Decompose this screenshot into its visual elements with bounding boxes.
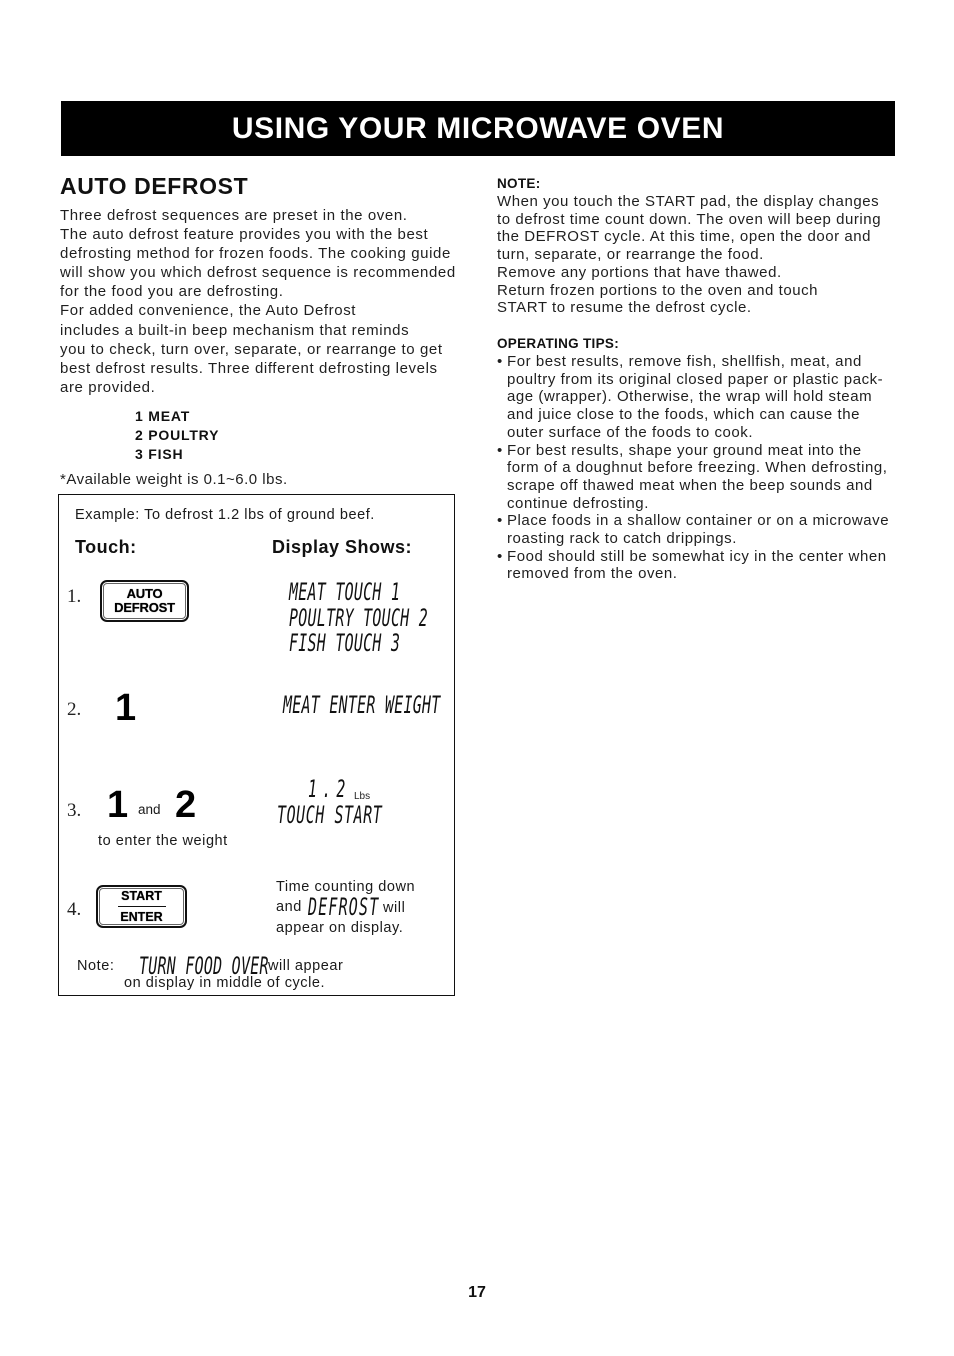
bullet-icon: • [497, 547, 503, 565]
display-readout: MEAT TOUCH 1 [289, 578, 401, 606]
note-line: the DEFROST cycle. At this time, open the door and [497, 228, 872, 246]
display-readout: TOUCH START [277, 801, 383, 829]
tip-line: continue defrosting. [507, 494, 649, 512]
step-2-number: 2. [67, 699, 82, 720]
section-title: USING YOUR MICROWAVE OVEN [231, 112, 725, 145]
intro-line: will show you which defrost sequence is recommended [60, 264, 456, 282]
note-line: Return frozen portions to the oven and touch [497, 281, 819, 299]
example-box [58, 494, 455, 996]
example-text: Example: To defrost 1.2 lbs of ground beef. [75, 507, 375, 523]
tip-line: roasting rack to catch drippings. [507, 530, 737, 548]
tip-item [497, 548, 889, 583]
available-weight-note: *Available weight is 0.1~6.0 lbs. [60, 471, 288, 488]
note-line: turn, separate, or rearrange the food. [497, 246, 764, 264]
intro-line: The auto defrost feature provides you with the best [60, 226, 429, 244]
display-readout: TURN FOOD OVER [139, 952, 269, 980]
note-line: START to resume the defrost cycle. [497, 299, 752, 317]
display-readout: POULTRY TOUCH 2 [289, 604, 429, 632]
tip-line: For best results, remove fish, shellfish, meat, and [507, 353, 862, 370]
step-4-number: 4. [67, 899, 82, 920]
tip-item [497, 353, 889, 442]
bullet-icon: • [497, 512, 503, 530]
tip-line: scrape off thawed meat when the beep sounds and [507, 476, 873, 494]
box-note-text: on display in middle of cycle. [124, 975, 326, 991]
intro-line: defrosting method for frozen foods. The cooking guide [60, 245, 451, 263]
box-note-label: Note: [77, 958, 115, 974]
note-heading: NOTE: [497, 176, 541, 191]
tip-line: removed from the oven. [507, 565, 678, 583]
note-body [497, 193, 881, 317]
bullet-icon: • [497, 441, 503, 459]
display-readout: FISH TOUCH 3 [289, 629, 401, 657]
step-4-text: Time counting down [276, 879, 416, 895]
step-3-number: 3. [67, 800, 82, 821]
step-1-number: 1. [67, 586, 82, 607]
tip-line: Place foods in a shallow container or on a microwave [507, 512, 890, 530]
page-number: 17 [468, 1284, 486, 1301]
pad-label: ENTER [120, 910, 163, 925]
auto-defrost-pad [100, 580, 189, 622]
touch-column-header: Touch: [75, 537, 137, 557]
defrost-levels-list [135, 407, 219, 464]
number-key-1: 1 [107, 784, 129, 826]
operating-tips-list [497, 353, 889, 583]
and-text: and [138, 802, 161, 817]
display-column-header: Display Shows: [272, 537, 413, 557]
tip-line: form of a doughnut before freezing. When defrosting, [507, 459, 888, 477]
intro-line: are provided. [60, 378, 156, 396]
intro-line: for the food you are defrosting. [60, 283, 284, 301]
display-weight-readout: 1 . 2 [308, 775, 344, 803]
display-unit: Lbs [354, 791, 371, 802]
pad-label: AUTO [126, 586, 163, 601]
intro-line: you to check, turn over, separate, or rearrange to get [60, 340, 443, 358]
intro-line: Three defrost sequences are preset in the oven. [60, 207, 408, 224]
tip-item [497, 512, 889, 547]
number-key-1: 1 [115, 687, 137, 729]
tip-item [497, 442, 889, 513]
note-line: Remove any portions that have thawed. [497, 263, 782, 281]
start-enter-pad [96, 885, 187, 928]
note-line: to defrost time count down. The oven will beep during [497, 210, 882, 228]
pad-divider [118, 906, 166, 908]
auto-defrost-intro [60, 206, 456, 397]
section-banner [61, 101, 895, 156]
box-note-text: will appear [268, 958, 344, 974]
intro-line: includes a built-in beep mechanism that reminds [60, 321, 410, 339]
tip-line: outer surface of the foods to cook. [507, 423, 754, 441]
display-readout: MEAT ENTER WEIGHT [283, 691, 441, 719]
intro-line: For added convenience, the Auto Defrost [60, 302, 357, 320]
pad-label: START [121, 888, 162, 903]
step-3-caption: to enter the weight [98, 833, 228, 849]
step-4-text: appear on display. [276, 920, 404, 936]
tip-line: and juice close to the foods, which can cause the [507, 406, 860, 424]
tip-line: poultry from its original closed paper or plastic pack- [507, 370, 884, 388]
note-line: When you touch the START pad, the display changes [497, 193, 880, 210]
and-text: and [276, 899, 302, 915]
tip-line: Food should still be somewhat icy in the center when [507, 547, 887, 565]
tip-line: For best results, shape your ground meat into the [507, 441, 862, 459]
tip-line: age (wrapper). Otherwise, the wrap will hold steam [507, 388, 873, 406]
auto-defrost-heading: AUTO DEFROST [60, 173, 249, 199]
defrost-level-fish: 3 FISH [135, 446, 184, 462]
pad-label: DEFROST [114, 600, 175, 615]
intro-line: best defrost results. Three different defrosting levels [60, 359, 438, 377]
will-text: will [383, 900, 406, 916]
display-readout: DEFROST [308, 893, 380, 921]
defrost-level-meat: 1 MEAT [135, 408, 191, 424]
defrost-level-poultry: 2 POULTRY [135, 427, 220, 443]
operating-tips-heading: OPERATING TIPS: [497, 336, 620, 351]
number-key-2: 2 [175, 784, 197, 826]
bullet-icon: • [497, 353, 503, 370]
